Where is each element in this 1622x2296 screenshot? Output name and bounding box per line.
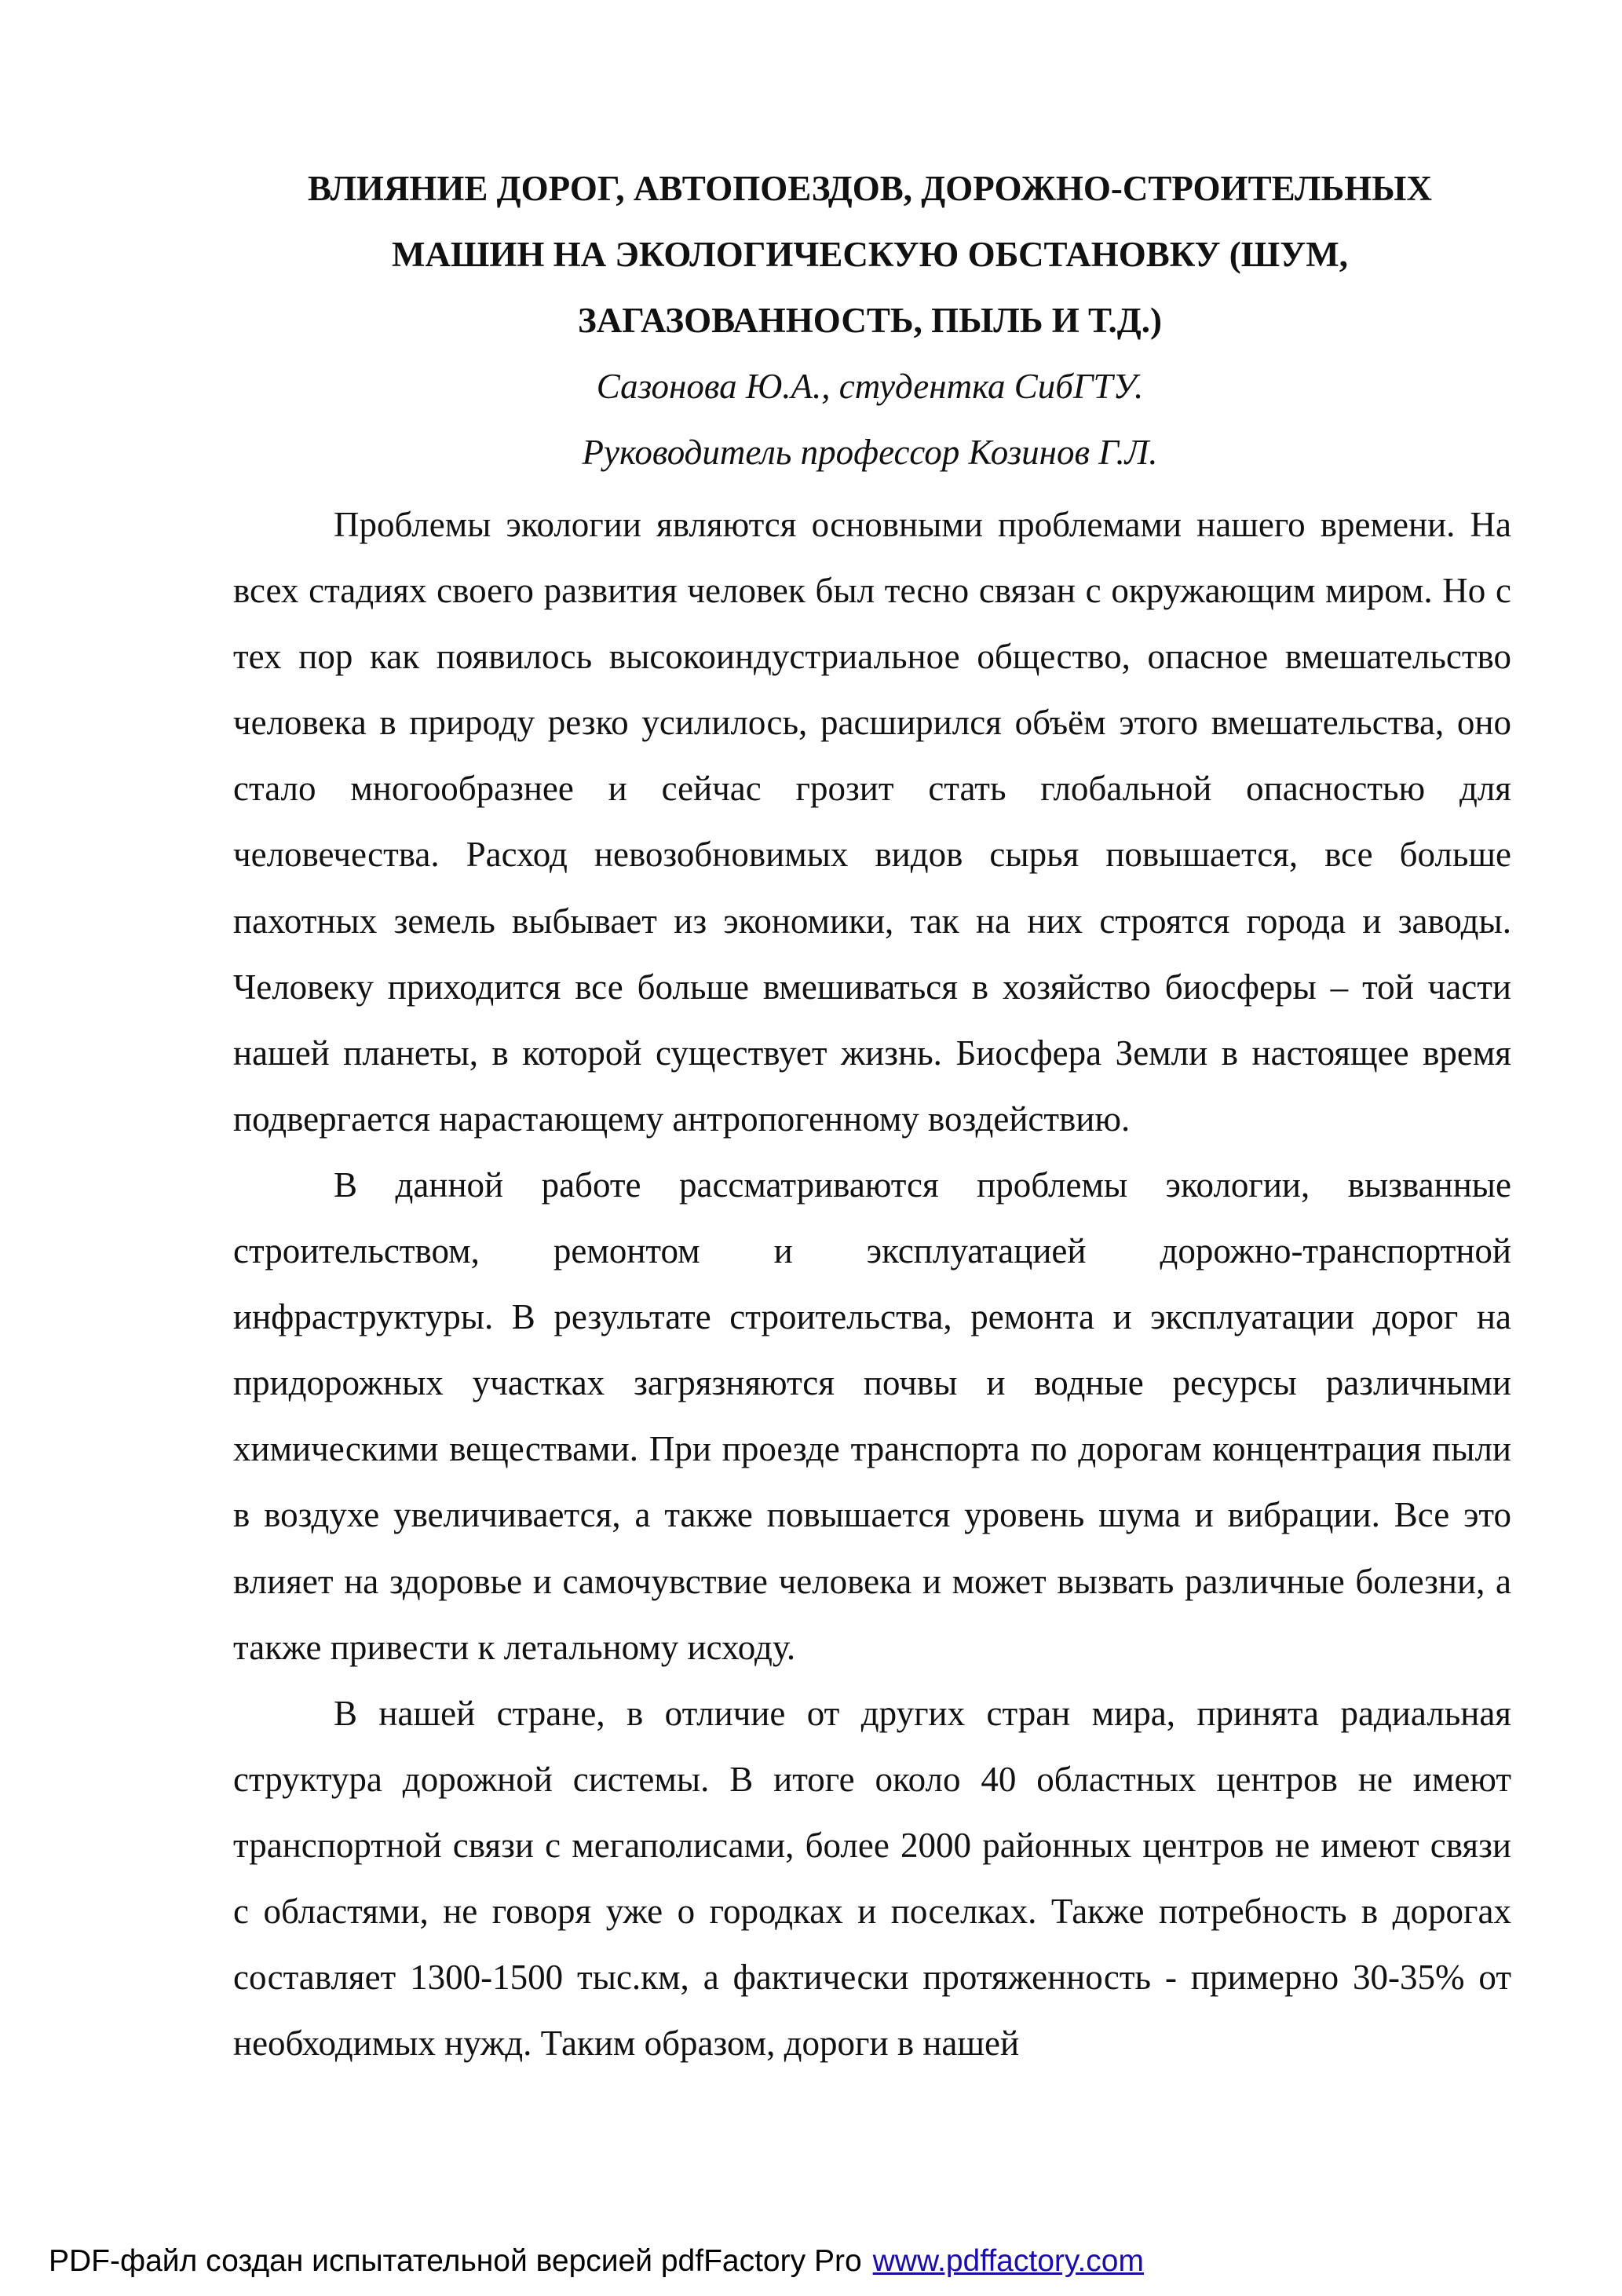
footer-notice: PDF-файл создан испытательной версией pdfFactory Pro bbox=[49, 2244, 862, 2278]
author-line: Сазонова Ю.А., студентка СибГТУ. bbox=[596, 367, 1144, 406]
pdffactory-link[interactable]: www.pdffactory.com bbox=[872, 2244, 1144, 2278]
paragraph-1: Проблемы экологии являются основными проблемами нашего времени. На всех стадиях своего развития человек был тесно связан с окружающим миром. Но с тех пор как появилось высокоиндустриальное общество, опасное вмешательство человека в природу резко усилилось, расширился объём этого вмешательства, оно стало многообразнее и сейчас грозит стать глобальной опасностью для человечества. Расход невозобновимых видов сырья повышается, все больше пахотных земель выбывает из экономики, так на них строятся города и заводы. Человеку приходится все больше вмешиваться в хозяйство биосферы – той части нашей планеты, в которой существует жизнь. Биосфера Земли в настоящее время подвергается нарастающему антропогенному воздействию. bbox=[233, 505, 1511, 1139]
supervisor-line: Руководитель профессор Козинов Г.Л. bbox=[582, 433, 1158, 472]
pdf-watermark-footer bbox=[49, 2244, 1144, 2279]
paragraph-3: В нашей стране, в отличие от других стран мира, принята радиальная структура дорожной системы. В итоге около 40 областных центров не имеют транспортной связи с мегаполисами, более 2000 районных центров не имеют связи с областями, не говоря уже о городках и поселках. Также потребность в дорогах составляет 1300-1500 тыс.км, а фактически протяженность - примерно 30-35% от необходимых нужд. Таким образом, дороги в нашей bbox=[233, 1693, 1511, 2064]
title-line-2: МАШИН НА ЭКОЛОГИЧЕСКУЮ ОБСТАНОВКУ (ШУМ, bbox=[392, 235, 1348, 274]
paragraph-2: В данной работе рассматриваются проблемы экологии, вызванные строительством, ремонтом и эксплуатацией дорожно-транспортной инфраструктуры. В результате строительства, ремонта и эксплуатации дорог на придорожных участках загрязняются почвы и водные ресурсы различными химическими веществами. При проезде транспорта по дорогам концентрация пыли в воздухе увеличивается, а также повышается уровень шума и вибрации. Все это влияет на здоровье и самочувствие человека и может вызвать различные болезни, а также привести к летальному исходу. bbox=[233, 1164, 1511, 1667]
title-line-1: ВЛИЯНИЕ ДОРОГ, АВТОПОЕЗДОВ, ДОРОЖНО-СТРОИТЕЛЬНЫХ bbox=[308, 169, 1432, 208]
document-body bbox=[233, 492, 1511, 2076]
document-title bbox=[196, 155, 1543, 353]
title-line-3: ЗАГАЗОВАННОСТЬ, ПЫЛЬ И Т.Д.) bbox=[577, 301, 1163, 340]
